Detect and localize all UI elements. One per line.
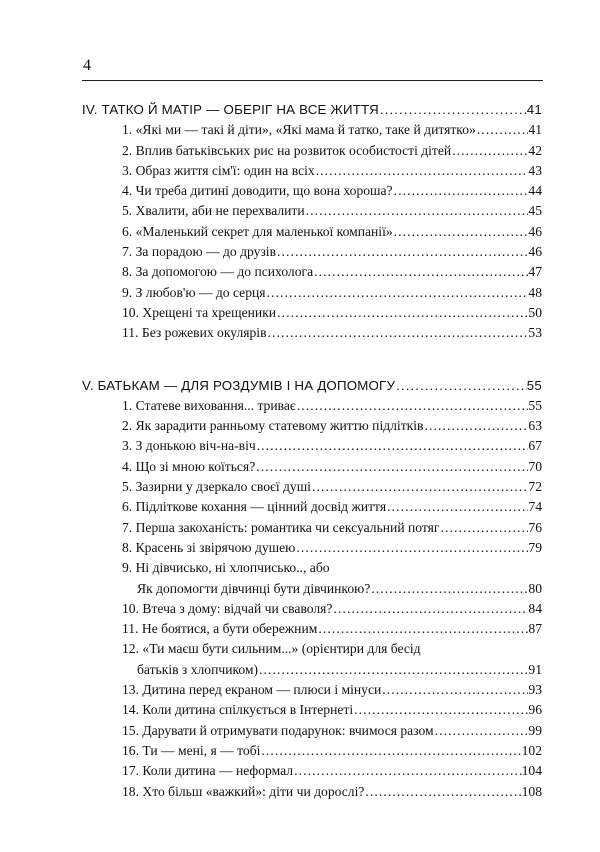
dot-leader — [296, 396, 529, 416]
toc-entry-page: 67 — [528, 438, 542, 454]
toc-entry — [82, 436, 542, 456]
toc-entry — [82, 700, 542, 720]
toc-entry-text: 4. Що зі мною коїться? — [122, 458, 256, 474]
section-gap — [82, 344, 542, 376]
toc-entry — [82, 303, 542, 323]
dot-leader — [451, 141, 528, 161]
dot-leader — [395, 376, 527, 396]
toc-entry — [82, 721, 542, 741]
dot-leader — [276, 242, 528, 262]
dot-leader — [293, 761, 522, 781]
toc-entry-text: 1. Статеве виховання... триває — [122, 397, 296, 413]
section-heading-text: IV. ТАТКО Й МАТІР — ОБЕРІГ НА ВСЕ ЖИТТЯ — [82, 102, 379, 117]
toc-entry — [82, 222, 542, 242]
toc-entry — [82, 680, 542, 700]
toc-entry-text: 6. «Маленький секрет для маленької компанії» — [122, 223, 393, 239]
toc-entry-continuation-text: Як допомогти дівчинці бути дівчинкою? — [137, 580, 371, 596]
dot-leader — [276, 303, 528, 323]
table-of-contents — [82, 100, 542, 802]
toc-entry — [82, 599, 542, 619]
toc-entry-text: 18. Хто більш «важкий»: діти чи дорослі? — [122, 783, 365, 799]
dot-leader — [256, 436, 529, 456]
toc-entry-text: 1. «Які ми — такі й діти», «Які мама й татко, таке й дитятко» — [122, 122, 476, 138]
dot-leader — [364, 782, 521, 802]
toc-entry-text: 3. З донькою віч-на-віч — [122, 438, 256, 454]
toc-entry-page: 47 — [528, 264, 542, 280]
dot-leader — [305, 201, 529, 221]
section-heading-page: 41 — [526, 102, 542, 117]
toc-entry-page: 46 — [528, 244, 542, 260]
toc-entry-text: 5. Хвалити, аби не перехвалити — [122, 203, 305, 219]
dot-leader — [440, 518, 529, 538]
toc-entry-text: 13. Дитина перед екраном — плюси і мінуси — [122, 682, 382, 698]
dot-leader — [313, 262, 528, 282]
toc-entry — [82, 161, 542, 181]
toc-entry-page: 44 — [528, 183, 542, 199]
toc-entry-text: 6. Підліткове кохання — цінний досвід життя — [122, 499, 387, 515]
toc-entry-text: 5. Зазирни у дзеркало своєї душі — [122, 479, 311, 495]
toc-entry-page: 53 — [528, 325, 542, 341]
toc-entry-text: 9. З любов'ю — до серця — [122, 284, 266, 300]
page-number: 4 — [83, 57, 91, 74]
toc-entry-page: 70 — [528, 458, 542, 474]
toc-entry-page: 104 — [521, 763, 542, 779]
toc-entry-page: 63 — [528, 418, 542, 434]
dot-leader — [393, 181, 529, 201]
toc-entry-page: 79 — [528, 539, 542, 555]
toc-entry-text: 11. Не боятися, а бути обережним — [122, 621, 318, 637]
toc-entry — [82, 120, 542, 140]
toc-entry — [82, 761, 542, 781]
toc-entry — [82, 619, 542, 639]
toc-entry — [82, 323, 542, 343]
dot-leader — [379, 100, 527, 120]
toc-entry-page: 72 — [528, 479, 542, 495]
dot-leader — [332, 599, 528, 619]
toc-entry — [82, 457, 542, 477]
toc-entry-page: 108 — [521, 783, 542, 799]
toc-entry — [82, 518, 542, 538]
dot-leader — [255, 457, 528, 477]
header-rule — [82, 80, 543, 81]
toc-entry — [82, 477, 542, 497]
toc-entry — [82, 558, 542, 578]
toc-entry-page: 50 — [528, 304, 542, 320]
toc-entry — [82, 538, 542, 558]
toc-entry — [82, 181, 542, 201]
toc-entry-text: 14. Коли дитина спілкується в Інтернеті — [122, 702, 354, 718]
toc-entry-text: 10. Втеча з дому: відчай чи сваволя? — [122, 600, 333, 616]
toc-entry-page: 55 — [528, 397, 542, 413]
toc-entry — [82, 396, 542, 416]
toc-entry — [82, 782, 542, 802]
dot-leader — [260, 741, 521, 761]
toc-entry-page: 43 — [528, 162, 542, 178]
toc-entry-text: 8. Красень зі звірячою душею — [122, 539, 296, 555]
toc-entry-text: 10. Хрещені та хрещеники — [122, 304, 277, 320]
toc-entry — [82, 741, 542, 761]
dot-leader — [386, 497, 528, 517]
dot-leader — [266, 283, 529, 303]
dot-leader — [393, 222, 529, 242]
toc-entry-page: 87 — [528, 621, 542, 637]
toc-entry-page: 102 — [521, 742, 542, 758]
toc-entry-continuation — [82, 579, 542, 599]
toc-entry — [82, 497, 542, 517]
section-heading-text: V. БАТЬКАМ — ДЛЯ РОЗДУМІВ І НА ДОПОМОГУ — [82, 377, 396, 393]
toc-entry — [82, 283, 542, 303]
dot-leader — [353, 700, 528, 720]
dot-leader — [370, 579, 528, 599]
toc-entry-text: 11. Без рожевих окулярів — [122, 325, 267, 341]
toc-entry — [82, 201, 542, 221]
toc-entry-text: 7. Перша закоханість: романтика чи сексуальний потяг — [122, 519, 440, 535]
toc-entry-page: 96 — [528, 702, 542, 718]
toc-entry-continuation-page: 91 — [528, 661, 542, 677]
section-heading — [82, 100, 542, 120]
toc-entry — [82, 141, 542, 161]
toc-entry-text: 3. Образ життя сім'ї: один на всіх — [122, 162, 315, 178]
toc-entry-continuation-text: батьків з хлопчиком) — [137, 661, 259, 677]
toc-entry-page: 93 — [528, 682, 542, 698]
toc-entry-continuation-page: 80 — [528, 580, 542, 596]
toc-entry-page: 48 — [528, 284, 542, 300]
toc-entry-text: 17. Коли дитина — неформал — [122, 763, 294, 779]
toc-entry — [82, 262, 542, 282]
toc-entry-page: 46 — [528, 223, 542, 239]
dot-leader — [317, 619, 528, 639]
toc-entry-page: 74 — [528, 499, 542, 515]
dot-leader — [434, 721, 529, 741]
toc-entry-text: 15. Дарувати й отримувати подарунок: вчимося разом — [122, 722, 434, 738]
dot-leader — [258, 660, 528, 680]
section-heading-page: 55 — [526, 377, 542, 393]
toc-entry-text: 16. Ти — мені, я — тобі — [122, 742, 261, 758]
toc-entry-text: 2. Як зарадити ранньому статевому життю підлітків — [122, 418, 424, 434]
toc-entry — [82, 242, 542, 262]
toc-entry — [82, 639, 542, 659]
toc-entry-text: 8. За допомогою — до психолога — [122, 264, 314, 280]
dot-leader — [315, 161, 529, 181]
toc-entry-page: 42 — [528, 142, 542, 158]
dot-leader — [423, 416, 528, 436]
dot-leader — [311, 477, 528, 497]
toc-entry-page: 41 — [528, 122, 542, 138]
toc-entry-text: 2. Вплив батьківських рис на розвиток особистості дітей — [122, 142, 452, 158]
dot-leader — [476, 120, 529, 140]
toc-entry-text: 7. За порадою — до друзів — [122, 244, 277, 260]
toc-entry-text: 4. Чи треба дитині доводити, що вона хороша? — [122, 183, 393, 199]
toc-entry-text: 9. Ні дівчисько, ні хлопчисько.., або — [122, 560, 330, 576]
section-heading — [82, 376, 542, 396]
toc-entry — [82, 416, 542, 436]
dot-leader — [381, 680, 528, 700]
toc-entry-continuation — [82, 660, 542, 680]
toc-entry-text: 12. «Ти маєш бути сильним...» (орієнтири для бесід — [122, 641, 421, 657]
toc-entry-page: 45 — [528, 203, 542, 219]
toc-entry-page: 76 — [528, 519, 542, 535]
dot-leader — [295, 538, 528, 558]
toc-entry-page: 99 — [528, 722, 542, 738]
dot-leader — [267, 323, 529, 343]
toc-entry-page: 84 — [528, 600, 542, 616]
